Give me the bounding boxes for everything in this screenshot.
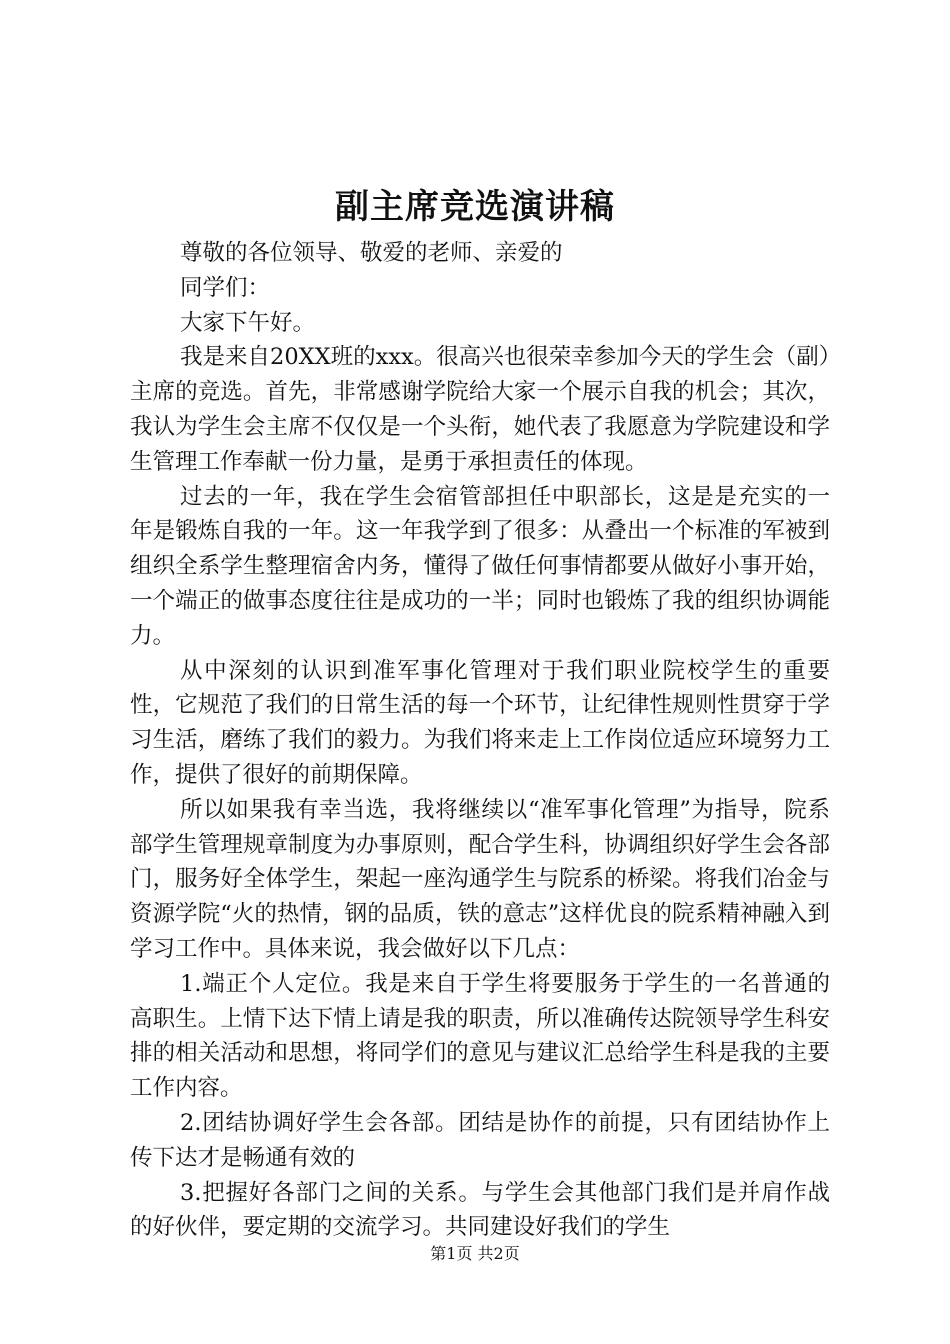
plan-paragraph: 所以如果我有幸当选，我将继续以“准军事化管理”为指导，院系部学生管理规章制度为办事原则，配合学生科，协调组织好学生会各部门，服务好全体学生，架起一座沟通学生与院系的桥梁。将我们冶金与资源学院“火的热情，钢的品质，铁的意志”这样优良的院系精神融入到学习工作中。具体来说，我会做好以下几点： [130,796,830,962]
document-title: 副主席竞选演讲稿 [335,187,615,227]
point-2-paragraph: 2.团结协调好学生会各部。团结是协作的前提，只有团结协作上传下达才是畅通有效的 [130,1109,830,1171]
salutation-line-2: 同学们： [180,274,271,301]
experience-paragraph: 过去的一年，我在学生会宿管部担任中职部长，这是是充实的一年是锻炼自我的一年。这一年我学到了很多：从叠出一个标准的军被到组织全系学生整理宿舍内务，懂得了做任何事情都要从做好小事开始，一个端正的做事态度往往是成功的一半；同时也锻炼了我的组织协调能力。 [130,483,830,649]
point-1-paragraph: 1.端正个人定位。我是来自于学生将要服务于学生的一名普通的高职生。上情下达下情上请是我的职责，所以准确传达院领导学生科安排的相关活动和思想，将同学们的意见与建议汇总给学生科是我的主要工作内容。 [130,970,830,1102]
point-3-paragraph: 3.把握好各部门之间的关系。与学生会其他部门我们是并肩作战的好伙伴，要定期的交流学习。共同建设好我们的学生 [130,1179,830,1241]
greeting-paragraph: 大家下午好。 [180,309,316,336]
document-body [130,236,830,1245]
intro-paragraph: 我是来自20XX班的xxx。很高兴也很荣幸参加今天的学生会（副）主席的竞选。首先，非常感谢学院给大家一个展示自我的机会；其次，我认为学生会主席不仅仅是一个头衔，她代表了我愿意为学院建设和学生管理工作奉献一份力量，是勇于承担责任的体现。 [130,344,830,475]
reflection-paragraph: 从中深刻的认识到准军事化管理对于我们职业院校学生的重要性，它规范了我们的日常生活的每一个环节，让纪律性规则性贯穿于学习生活，磨练了我们的毅力。为我们将来走上工作岗位适应环境努力工作，提供了很好的前期保障。 [130,657,830,788]
salutation-line-1: 尊敬的各位领导、敬爱的老师、亲爱的 [180,240,563,266]
page-number-footer: 第1页 共2页 [430,1244,520,1263]
